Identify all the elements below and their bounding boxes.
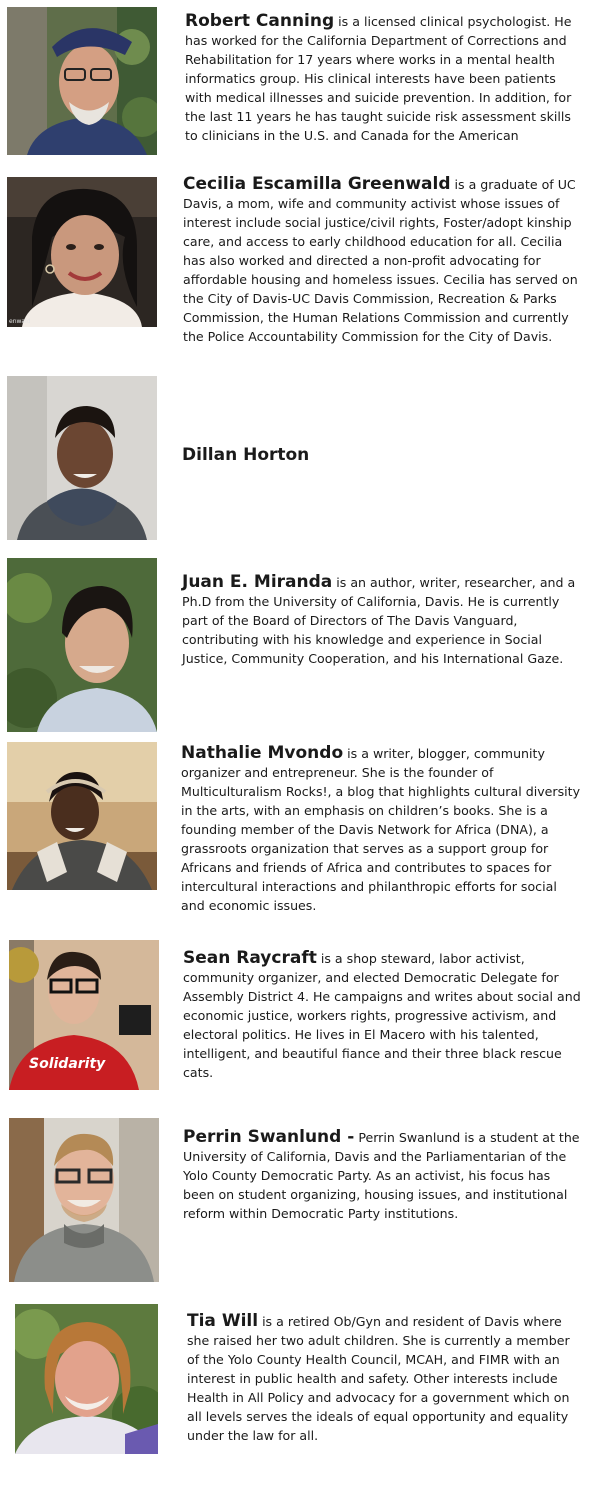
person-name: Tia Will [187,1311,259,1331]
bio-text [183,1128,585,1223]
portrait-perrin-swanlund [9,1118,159,1282]
portrait-juan-e-miranda [7,558,157,732]
person-name: Perrin Swanlund - [183,1127,355,1147]
portrait-dillan-horton [7,376,157,540]
bio-description: is a shop steward, labor activist, community organizer, and elected Democratic Delegate for Assembly District 4. He campaigns and writes about social and economic justice, workers rights, progressive activism, and electoral politics. He lives in El Macero with his talented, intelligent, and beautiful fiance and their three black rescue cats. [183,951,581,1080]
portrait-tia-will [15,1304,158,1454]
bio-text [182,573,582,668]
bio-text [185,12,585,145]
portrait-nathalie-mvondo [7,742,157,890]
bio-text [187,1312,585,1445]
person-name: Dillan Horton [182,445,310,465]
bio-text [183,175,585,346]
bio-description: is a retired Ob/Gyn and resident of Davis where she raised her two adult children. She is currently a member of the Yolo County Health Council, MCAH, and FIMR with an interest in public health and safety. Other interests include Health in All Policy and advocacy for a government which on all levels serves the ideals of equal opportunity and equality under the law for all. [187,1314,570,1443]
bio-description: Perrin Swanlund is a student at the University of California, Davis and the Parliamentarian of the Yolo County Democratic Party. As an activist, his focus has been on student organizing, housing issues, and institutional reform within Democratic Party institutions. [183,1130,580,1221]
portrait-cecilia-escamilla-greenwald [7,177,157,327]
bio-text [181,744,583,915]
bio-description: is a graduate of UC Davis, a mom, wife and community activist whose issues of interest include social justice/civil rights, Foster/adopt kinship care, and access to early childhood education for all. Cecilia has also worked and directed a non-profit advocating for affordable housing and homeless issues. Cecilia has served on the City of Davis-UC Davis Commission, Recreation & Parks Commission, the Human Relations Commission and currently the Police Accountability Commission for the City of Davis. [183,177,578,344]
svg-text:Solidarity: Solidarity [29,1056,106,1072]
person-name: Robert Canning [185,11,335,31]
person-name: Juan E. Miranda [182,572,333,592]
person-name: Cecilia Escamilla Greenwald [183,174,451,194]
bio-text [183,949,585,1082]
bio-description: is a licensed clinical psychologist. He has worked for the California Department of Corrections and Rehabilitation for 17 years where works in a mental health informatics group. His clinical interests have been patients with medical illnesses and suicide prevention. In addition, for the last 11 years he has taught suicide risk assessment skills to clinicians in the U.S. and Canada for the American [185,14,572,143]
portrait-sean-raycraft [9,940,159,1090]
bio-description: is an author, writer, researcher, and a Ph.D from the University of California, Davis. He is currently part of the Board of Directors of The Davis Vanguard, contributing with his knowledge and experience in Social Justice, Community Cooperation, and his International Gaze. [182,575,576,666]
bio-text [182,446,582,465]
person-name: Nathalie Mvondo [181,743,344,763]
person-name: Sean Raycraft [183,948,317,968]
bio-description: is a writer, blogger, community organizer and entrepreneur. She is the founder of Multiculturalism Rocks!, a blog that highlights cultural diversity in the arts, with an emphasis on children’s books. She is a founding member of the Davis Network for Africa (DNA), a grassroots organization that serves as a support group for Africans and friends of Africa and contributes to spaces for intercultural interactions and philanthropic efforts for social and economic issues. [181,746,581,913]
portrait-robert-canning [7,7,157,155]
photo-watermark: enwald [9,318,31,325]
